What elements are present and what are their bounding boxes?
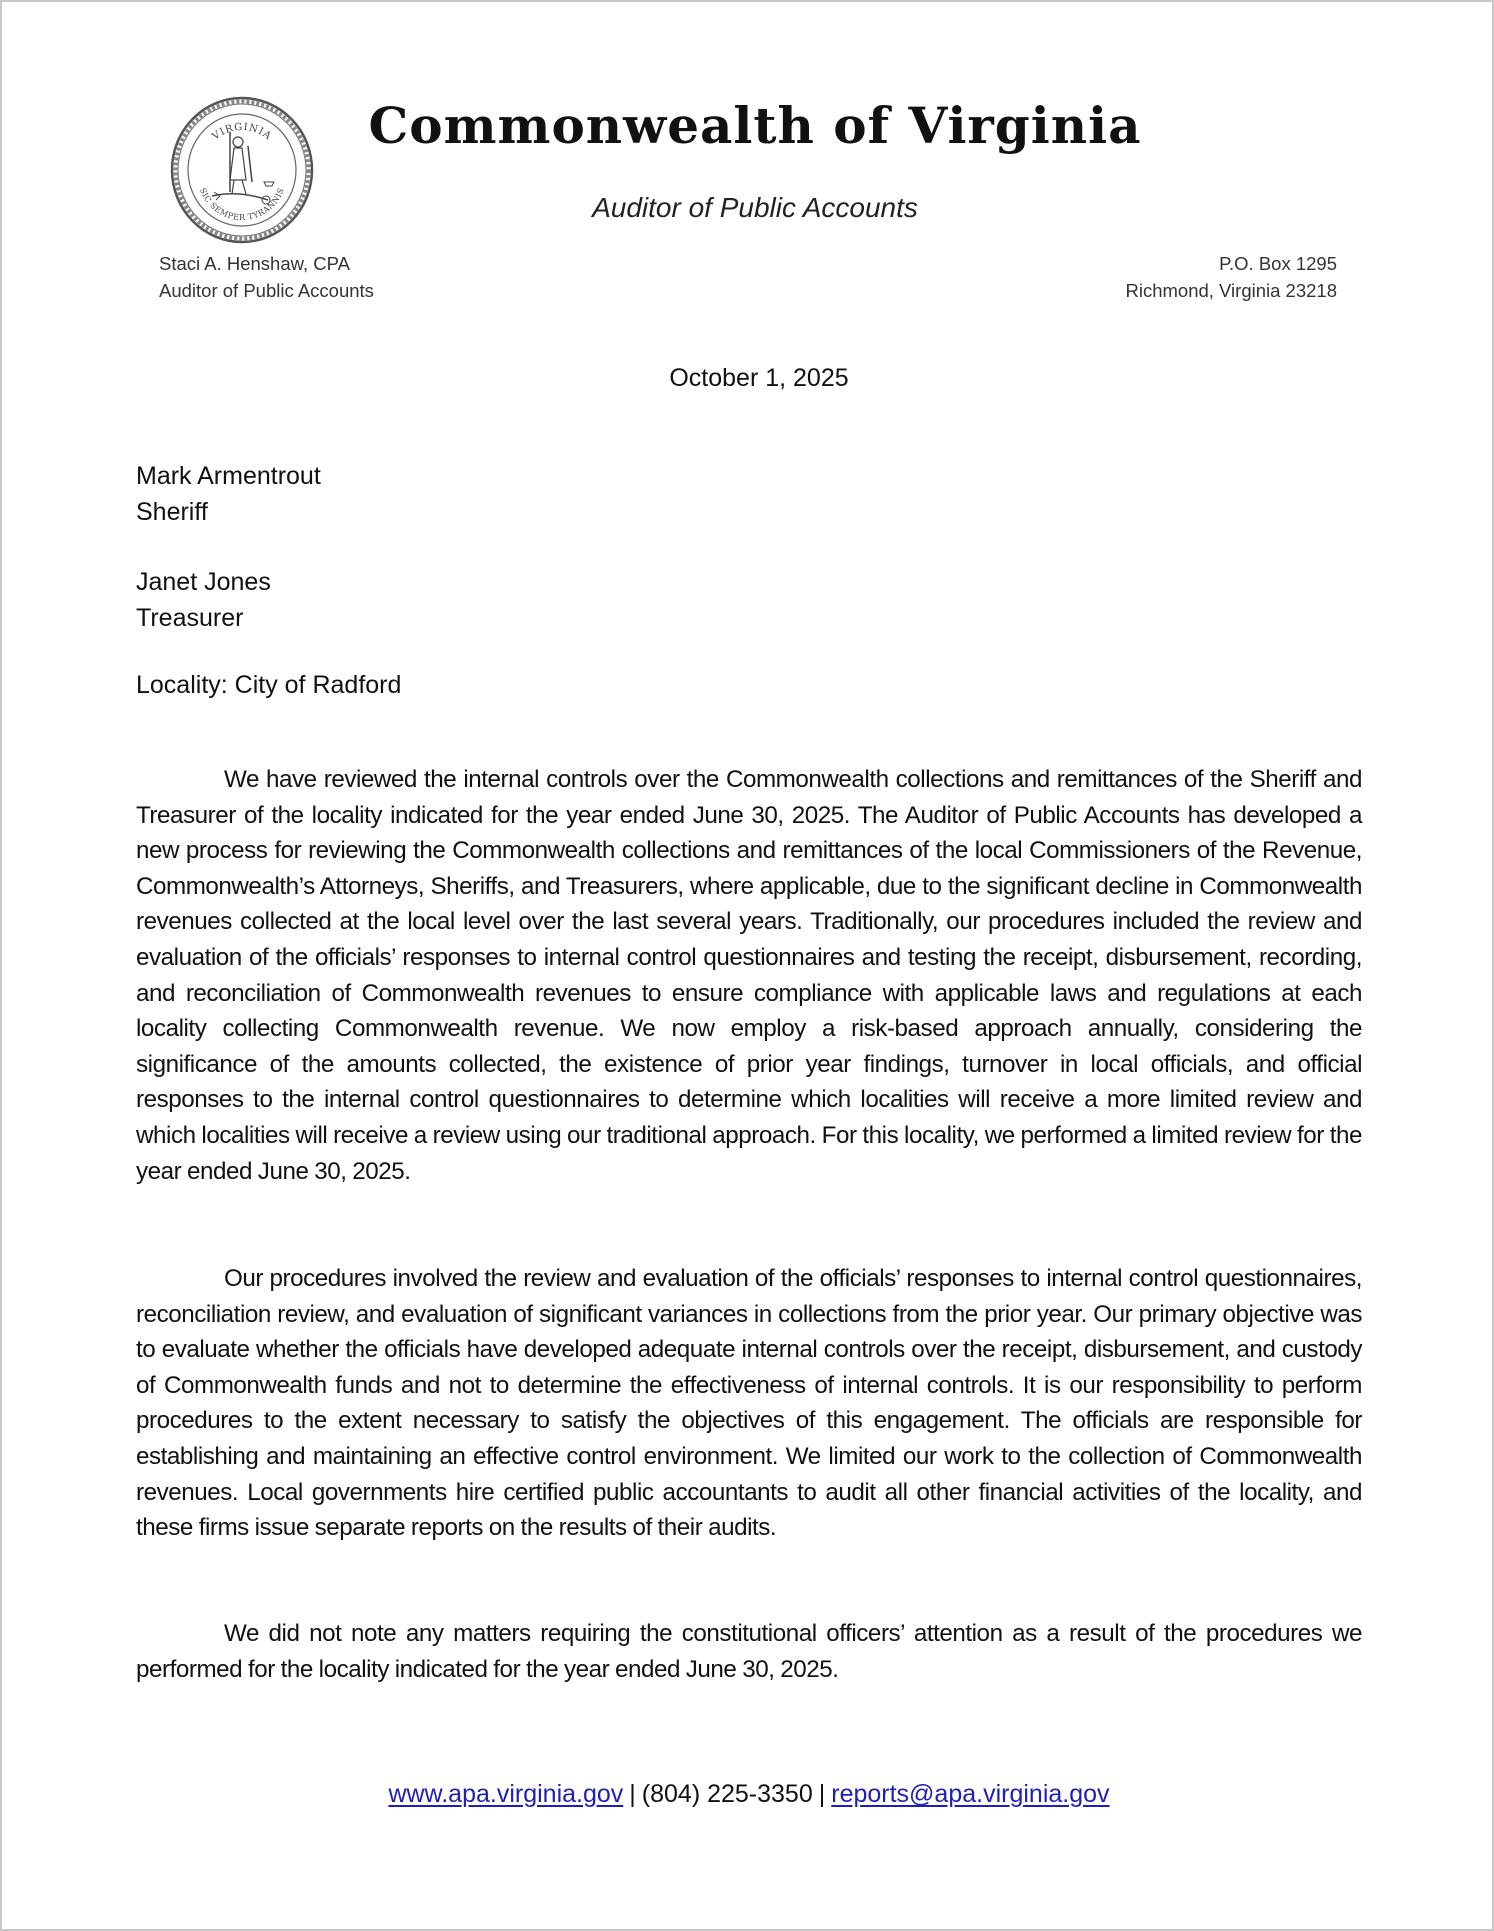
address-line-1: P.O. Box 1295: [1219, 253, 1337, 274]
svg-text:VIRGINIA: VIRGINIA: [210, 121, 274, 143]
recipient-title: Treasurer: [136, 604, 244, 632]
recipient-name: Mark Armentrout: [136, 462, 321, 490]
website-link[interactable]: www.apa.virginia.gov: [388, 1780, 624, 1808]
recipient-title: Sheriff: [136, 498, 208, 526]
locality-line: Locality: City of Radford: [136, 671, 402, 699]
email-link[interactable]: reports@apa.virginia.gov: [831, 1780, 1110, 1808]
letterhead-title: Commonwealth of Virginia: [368, 96, 1142, 155]
svg-text:SIC SEMPER TYRANNIS: SIC SEMPER TYRANNIS: [198, 186, 286, 223]
recipient-treasurer: [136, 564, 271, 636]
body-paragraph-1: We have reviewed the internal controls over the Commonwealth collections and remittances of the Sheriff and Treasurer of the locality indicated for the year ended June 30, 2025. The Auditor of Public Accounts has developed a new process for reviewing the Commonwealth collections and remittances of the local Commissioners of the Revenue, Commonwealth’s Attorneys, Sheriffs, and Treasurers, where applicable, due to the significant decline in Commonwealth revenues collected at the local level over the last several years. Traditionally, our procedures included the review and evaluation of the officials’ responses to internal control questionnaires and testing the receipt, disbursement, recording, and reconciliation of Commonwealth revenues to ensure compliance with applicable laws and regulations at each locality collecting Commonwealth revenue. We now employ a risk-based approach annually, considering the significance of the amounts collected, the existence of prior year findings, turnover in local officials, and official responses to the internal control questionnaires to determine which localities will receive a more limited review and which localities will receive a review using our traditional approach. For this locality, we performed a limited review for the year ended June 30, 2025.: [136, 766, 1362, 1185]
auditor-name: Staci A. Henshaw, CPA: [159, 253, 350, 274]
contact-footer: [2, 1780, 1494, 1809]
footer-separator: |: [818, 1780, 826, 1808]
footer-separator: |: [629, 1780, 636, 1808]
recipient-name: Janet Jones: [136, 568, 271, 596]
phone-number: (804) 225-3350: [641, 1780, 813, 1808]
address-block: [1125, 250, 1337, 304]
letter-date: October 1, 2025: [669, 364, 849, 392]
body-paragraph-2: Our procedures involved the review and evaluation of the officials’ responses to internal control questionnaires, reconciliation review, and evaluation of significant variances in collections from the prior year. Our primary objective was to evaluate whether the officials have developed adequate internal controls over the receipt, disbursement, and custody of Commonwealth funds and not to determine the effectiveness of internal controls. It is our responsibility to perform procedures to the extent necessary to satisfy the objectives of this engagement. The officials are responsible for establishing and maintaining an effective control environment. We limited our work to the collection of Commonwealth revenues. Local governments hire certified public accountants to audit all other financial activities of the locality, and these firms issue separate reports on the results of their audits.: [136, 1265, 1362, 1542]
auditor-title: Auditor of Public Accounts: [159, 280, 374, 301]
address-line-2: Richmond, Virginia 23218: [1125, 280, 1337, 301]
auditor-block: [159, 250, 374, 304]
letterhead-subtitle: Auditor of Public Accounts: [592, 192, 918, 223]
recipient-sheriff: [136, 458, 321, 530]
body-paragraph-3: We did not note any matters requiring the constitutional officers’ attention as a result of the procedures we performed for the locality indicated for the year ended June 30, 2025.: [136, 1620, 1362, 1683]
